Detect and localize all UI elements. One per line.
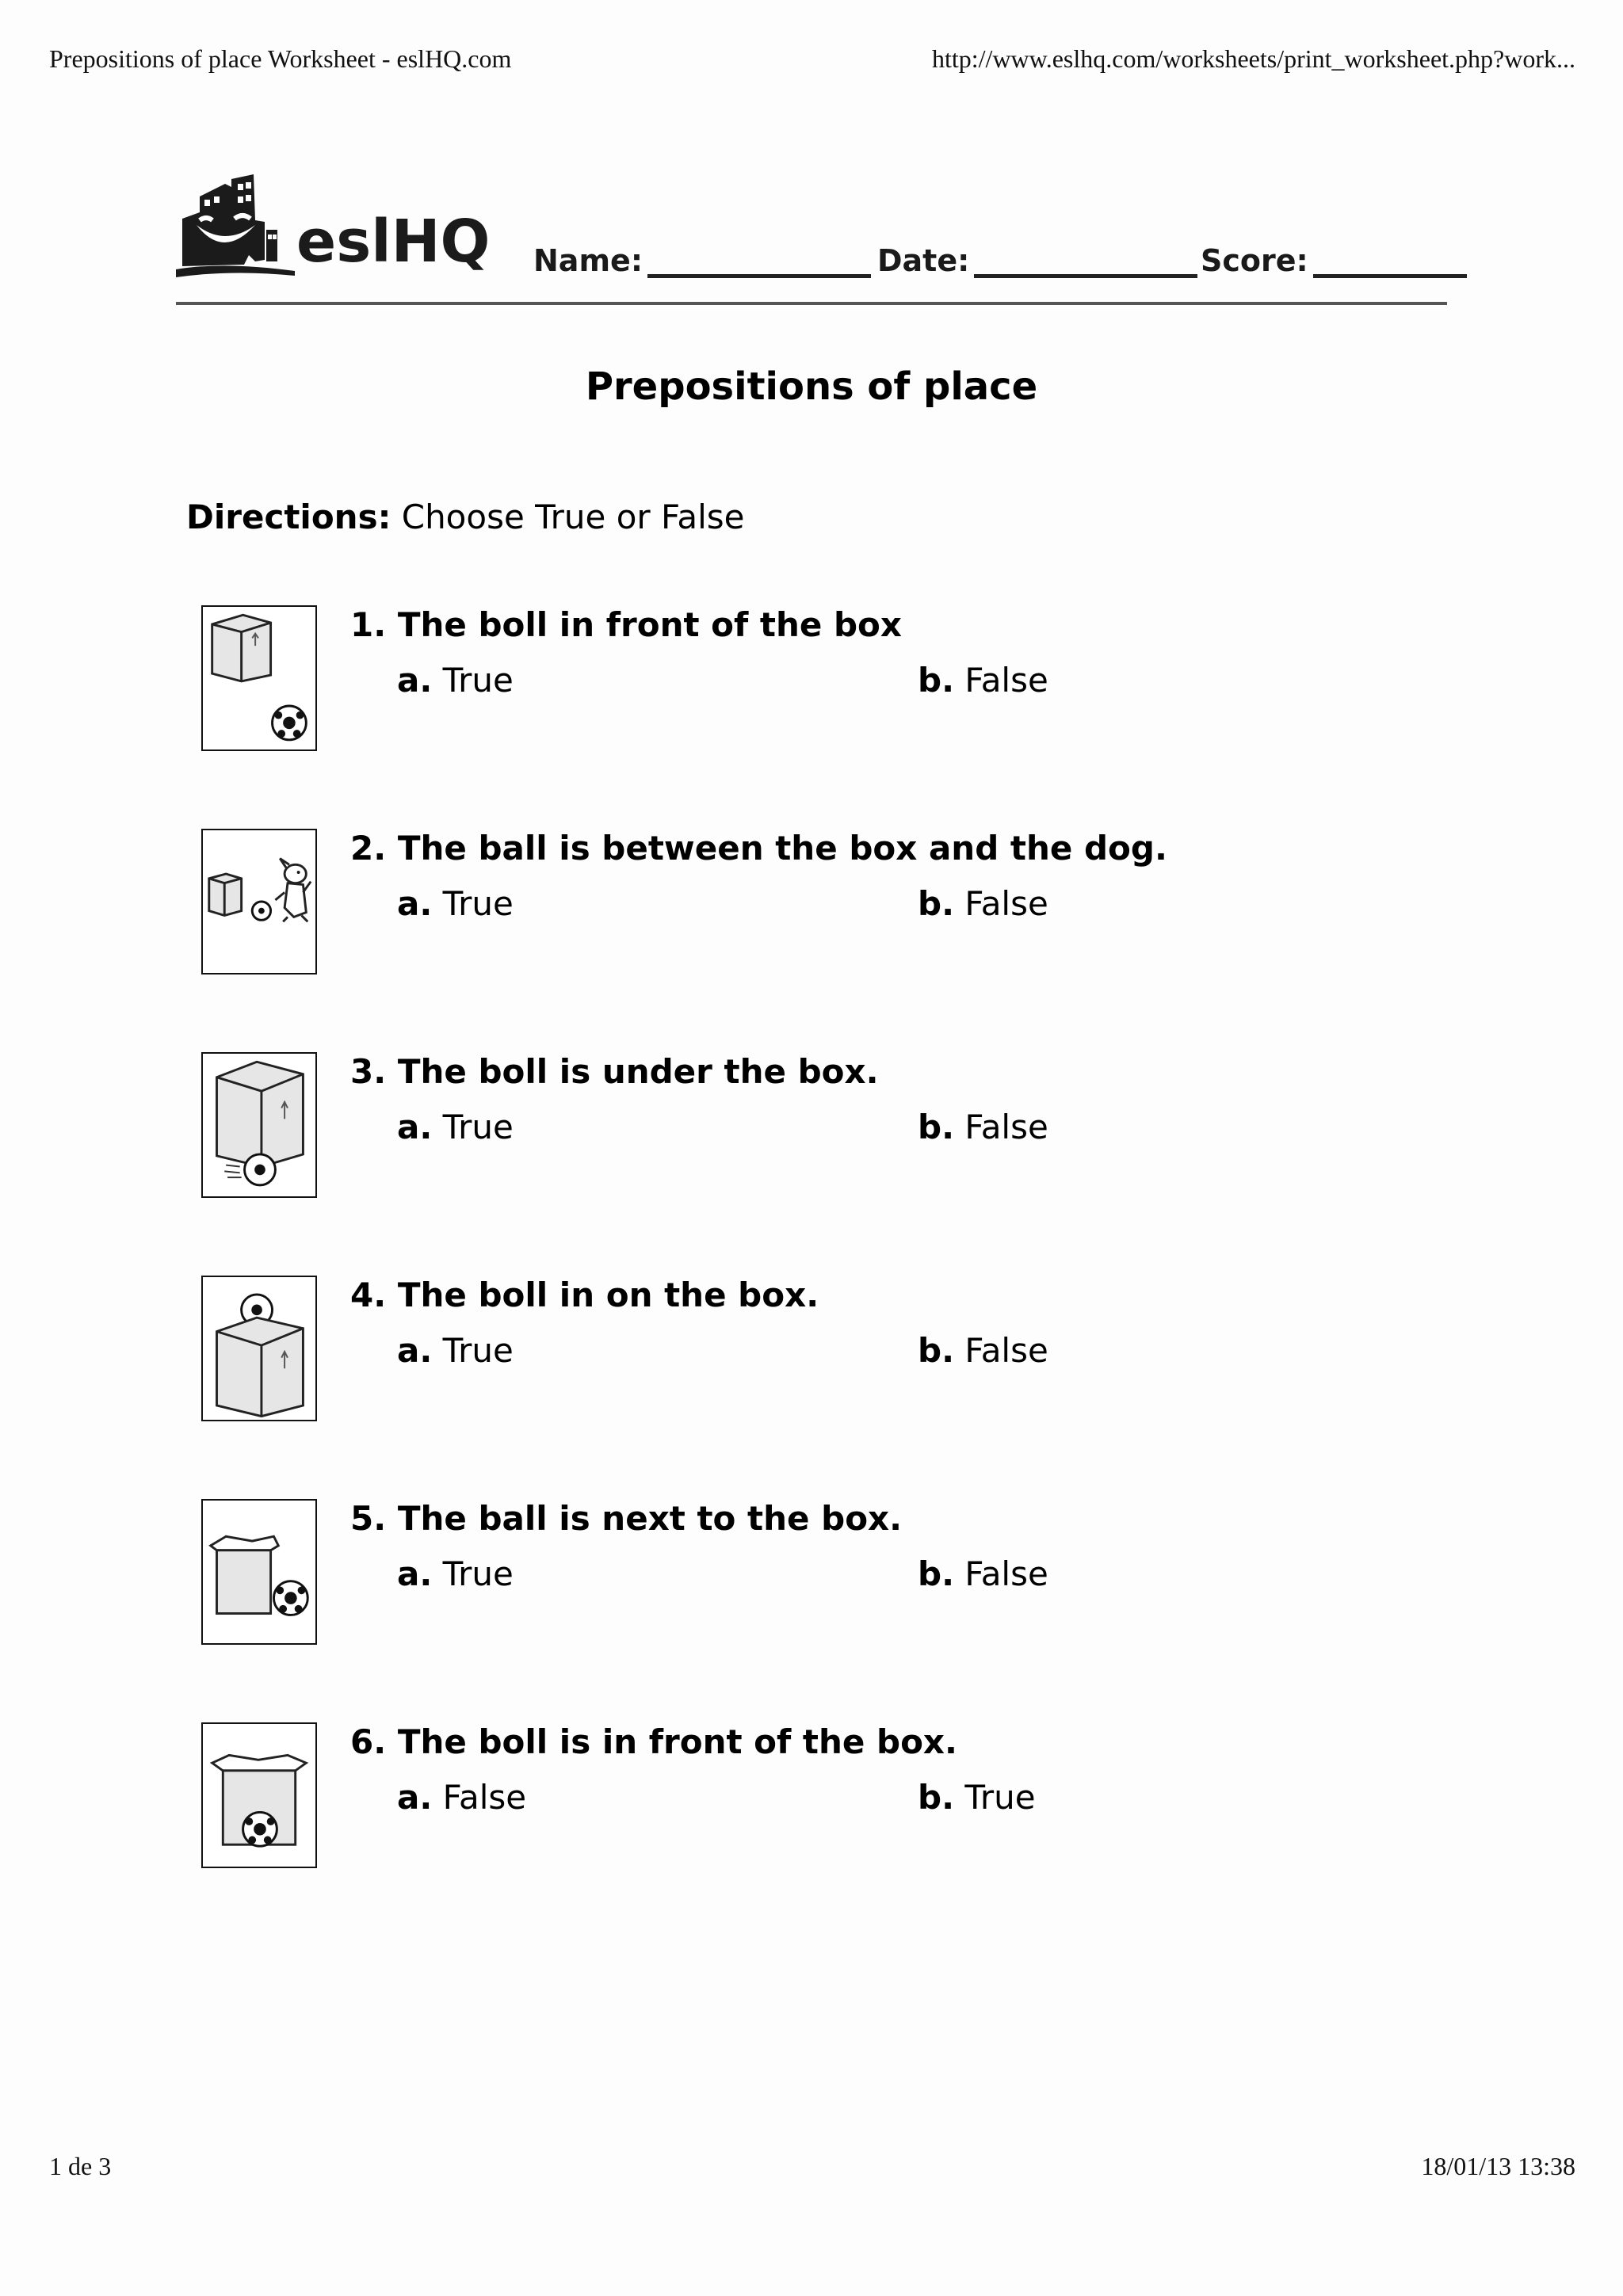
question-text: 6. The boll is in front of the box. (350, 1722, 957, 1761)
option-b[interactable]: b. False (918, 1331, 1048, 1370)
question-text: 4. The boll in on the box. (350, 1276, 819, 1314)
option-b[interactable]: b. False (918, 1108, 1048, 1146)
print-header-url: http://www.eslhq.com/worksheets/print_worksheet.php?work... (931, 44, 1575, 73)
option-a[interactable]: a. True (397, 1554, 514, 1593)
option-b[interactable]: b. True (918, 1778, 1036, 1817)
question-1 (201, 605, 1390, 753)
name-blank[interactable] (647, 242, 871, 278)
name-label: Name: (533, 243, 643, 278)
box-ball-picture-5 (201, 1499, 317, 1645)
option-b[interactable]: b. False (918, 1554, 1048, 1593)
print-footer (49, 2152, 1575, 2181)
score-label: Score: (1201, 243, 1308, 278)
option-a[interactable]: a. True (397, 1331, 514, 1370)
print-header (49, 44, 1575, 74)
page-counter: 1 de 3 (49, 2152, 112, 2180)
option-a[interactable]: a. True (397, 661, 514, 700)
worksheet-title: Prepositions of place (585, 364, 1038, 409)
directions-label: Directions: (186, 498, 391, 536)
option-a[interactable]: a. False (397, 1778, 527, 1817)
date-blank[interactable] (974, 242, 1197, 278)
box-ball-picture-6 (201, 1722, 317, 1868)
print-timestamp: 18/01/13 13:38 (1421, 2152, 1575, 2180)
directions (186, 498, 744, 536)
question-6 (201, 1722, 1390, 1870)
directions-text: Choose True or False (391, 498, 745, 536)
question-3 (201, 1052, 1390, 1199)
logo-wordmark: eslHQ (296, 208, 491, 276)
option-b[interactable]: b. False (918, 661, 1048, 700)
name-field[interactable] (533, 242, 871, 278)
question-4 (201, 1276, 1390, 1423)
header-divider (176, 302, 1447, 305)
date-label: Date: (877, 243, 970, 278)
question-5 (201, 1499, 1390, 1646)
score-field[interactable] (1201, 242, 1467, 278)
question-text: 3. The boll is under the box. (350, 1052, 879, 1091)
eslhq-logo (176, 173, 491, 279)
option-a[interactable]: a. True (397, 884, 514, 923)
print-header-title: Prepositions of place Worksheet - eslHQ.com (49, 44, 512, 73)
question-2 (201, 829, 1390, 976)
box-ball-dog-picture (201, 829, 317, 974)
option-a[interactable]: a. True (397, 1108, 514, 1146)
box-ball-picture-1 (201, 605, 317, 751)
question-text: 1. The boll in front of the box (350, 605, 903, 644)
date-field[interactable] (877, 242, 1197, 278)
box-ball-picture-3 (201, 1052, 317, 1198)
box-ball-picture-4 (201, 1276, 317, 1421)
question-text: 2. The ball is between the box and the dog. (350, 829, 1167, 868)
option-b[interactable]: b. False (918, 884, 1048, 923)
score-blank[interactable] (1313, 242, 1467, 278)
question-text: 5. The ball is next to the box. (350, 1499, 903, 1538)
